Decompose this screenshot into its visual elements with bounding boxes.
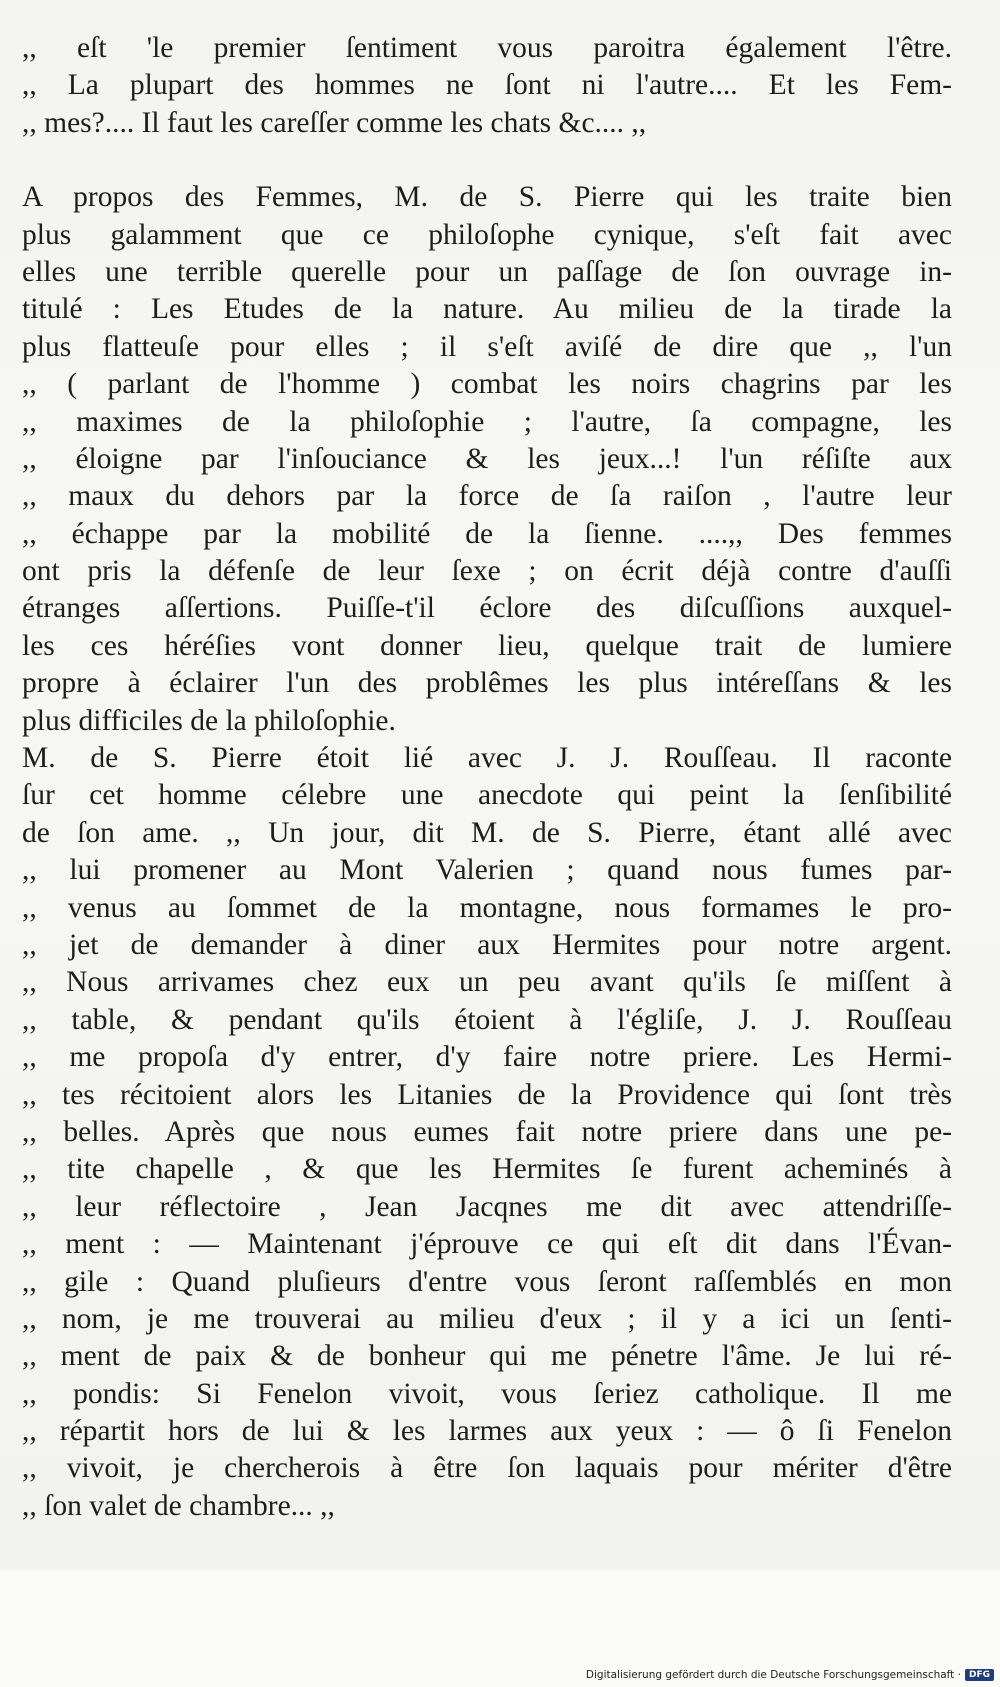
text-line: ,, venus au ſommet de la montagne, nous formames le pro- [22,891,952,924]
text-line: ,, jet de demander à diner aux Hermites pour notre argent. [22,928,952,961]
text-line: ſur cet homme célebre une anecdote qui peint la ſenſibilité [22,779,952,812]
text-line: A propos des Femmes, M. de S. Pierre qui les traite bien [22,181,952,214]
text-line: ,, ment de paix & de bonheur qui me pénetre l'âme. Je lui ré- [22,1340,952,1373]
dfg-logo-icon: DFG [965,1669,994,1681]
text-line: ,, Nous arrivames chez eux un peu avant qu'ils ſe miſſent à [22,966,952,999]
text-line: ,, maximes de la philoſophie ; l'autre, ſa compagne, les [22,405,952,438]
text-line: ,, éloigne par l'inſouciance & les jeux...! l'un réſiſte aux [22,442,952,475]
text-line: M. de S. Pierre étoit lié avec J. J. Rouſſeau. Il raconte [22,742,952,775]
text-line: ,, mes?.... Il faut les careſſer comme les chats &c.... ,, [22,106,647,139]
text-line: ,, belles. Après que nous eumes fait notre priere dans une pe- [22,1115,952,1148]
text-line: ,, ſon valet de chambre... ,, [22,1489,335,1522]
text-line: ,, lui promener au Mont Valerien ; quand nous fumes par- [22,854,952,887]
credit-text: Digitalisierung gefördert durch die Deutsche Forschungsgemeinschaft · [585,1669,961,1681]
text-line: ,, table, & pendant qu'ils étoient à l'égliſe, J. J. Rouſſeau [22,1003,952,1036]
digitization-credit [586,1669,994,1681]
text-line: ,, La plupart des hommes ne ſont ni l'autre.... Et les Fem- [22,69,952,102]
text-line: plus flatteuſe pour elles ; il s'eſt aviſé de dire que ,, l'un [22,330,952,363]
text-line: plus galamment que ce philoſophe cynique, s'eſt fait avec [22,218,952,251]
text-line: de ſon ame. ,, Un jour, dit M. de S. Pierre, étant allé avec [22,816,952,849]
text-line: plus difficiles de la philoſophie. [22,704,396,737]
text-line: ,, ment : — Maintenant j'éprouve ce qui eſt dit dans l'Évan- [22,1228,952,1261]
text-line: ,, échappe par la mobilité de la ſienne. ....,, Des femmes [22,517,952,550]
text-line: ,, répartit hors de lui & les larmes aux yeux : — ô ſi Fenelon [22,1415,952,1448]
text-line: ont pris la défenſe de leur ſexe ; on écrit déjà contre d'auſſi [22,555,952,588]
text-line: ,, gile : Quand pluſieurs d'entre vous ſeront raſſemblés en mon [22,1265,952,1298]
text-line: ,, vivoit, je chercherois à être ſon laquais pour mériter d'être [22,1452,952,1485]
text-line: ,, eſt 'le premier ſentiment vous paroitra également l'être. [22,32,952,64]
text-line: ,, ( parlant de l'homme ) combat les noirs chagrins par les [22,368,952,401]
text-line: elles une terrible querelle pour un paſſage de ſon ouvrage in- [22,255,952,288]
text-line: ,, me propoſa d'y entrer, d'y faire notre priere. Les Hermi- [22,1041,952,1074]
text-line: étranges aſſertions. Puiſſe-t'il éclore des diſcuſſions auxquel- [22,592,952,625]
text-line: ,, leur réflectoire , Jean Jacqnes me dit avec attendriſſe- [22,1190,952,1223]
text-line: ,, tite chapelle , & que les Hermites ſe furent acheminés à [22,1153,952,1186]
text-line: les ces héréſies vont donner lieu, quelque trait de lumiere [22,629,952,662]
text-line: propre à éclairer l'un des problêmes les plus intéreſſans & les [22,667,952,700]
page-text [22,30,952,1525]
text-line: ,, nom, je me trouverai au milieu d'eux ; il y a ici un ſenti- [22,1302,952,1335]
text-line: ,, pondis: Si Fenelon vivoit, vous ſeriez catholique. Il me [22,1377,952,1410]
paragraph-gap [22,142,952,179]
text-line: titulé : Les Etudes de la nature. Au milieu de la tirade la [22,293,952,326]
text-line: ,, maux du dehors par la force de ſa raiſon , l'autre leur [22,480,952,513]
text-line: ,, tes récitoient alors les Litanies de la Providence qui ſont très [22,1078,952,1111]
